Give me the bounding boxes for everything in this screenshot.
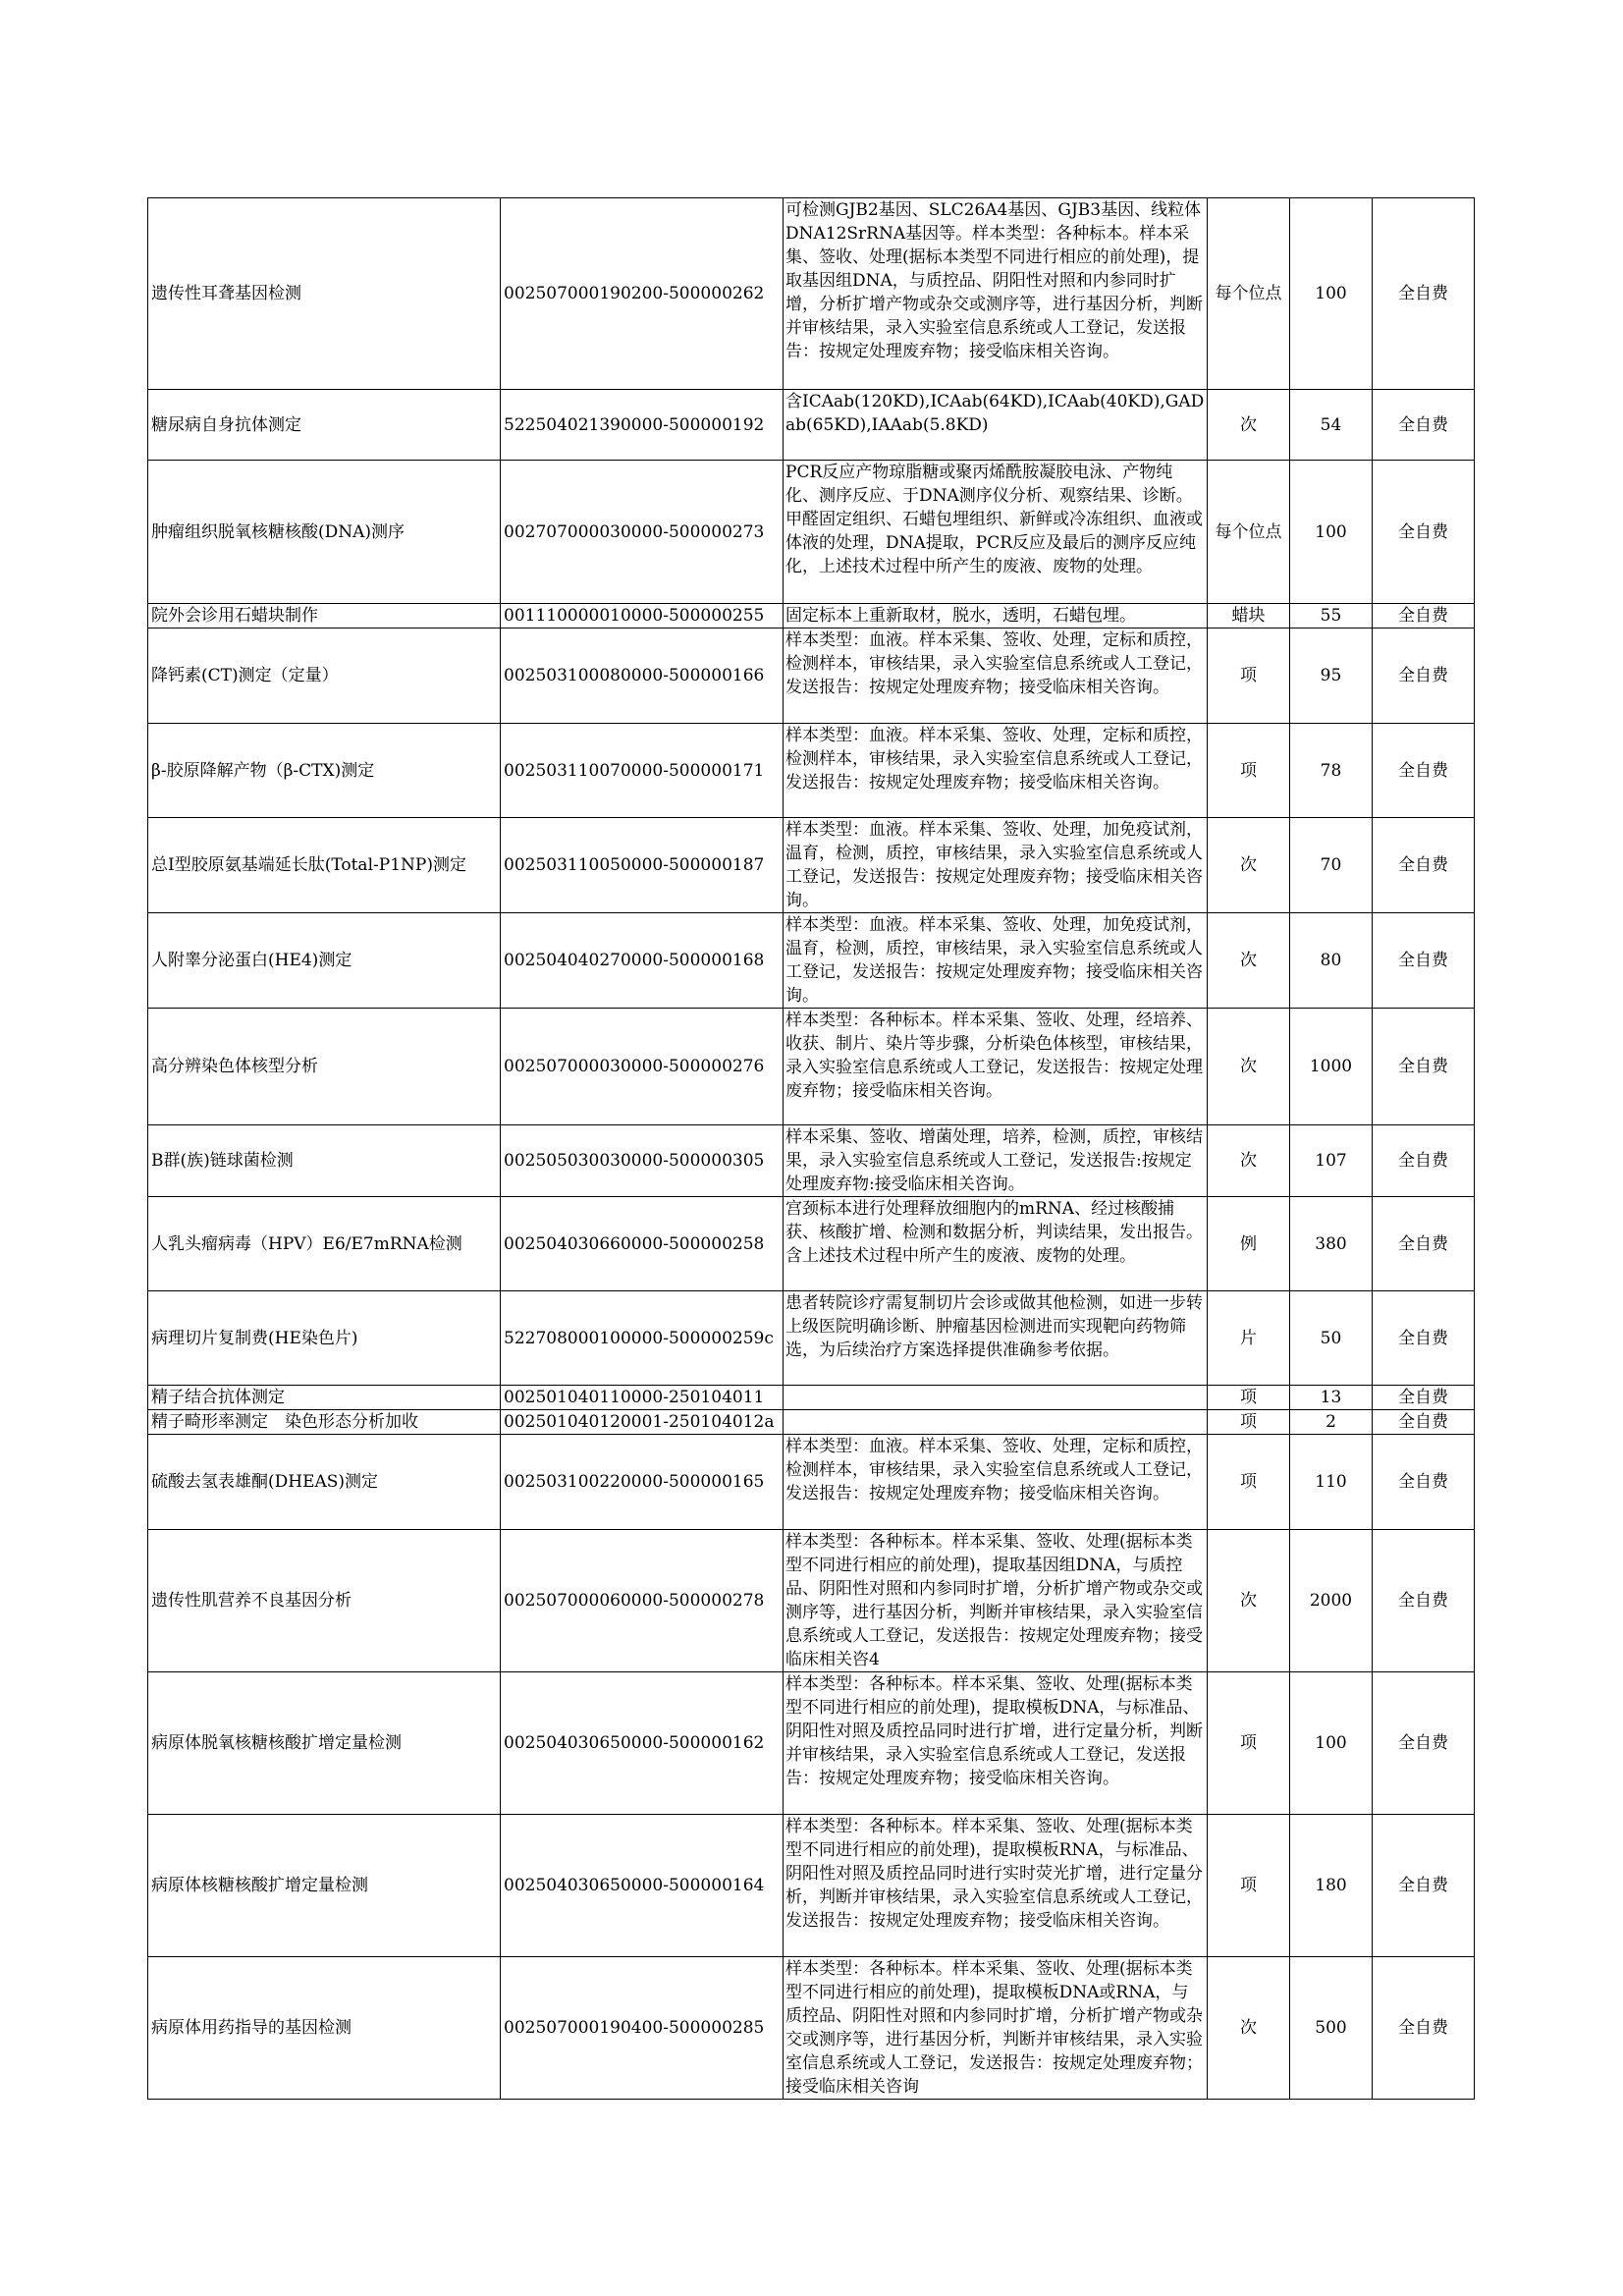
item-code: 002503110050000-500000187 [501, 818, 784, 913]
item-name: 高分辨染色体核型分析 [148, 1009, 501, 1125]
item-category: 全自费 [1373, 1125, 1475, 1197]
item-price: 500 [1290, 1957, 1373, 2100]
item-unit: 项 [1208, 1386, 1290, 1410]
table-row [148, 461, 1475, 604]
table-row [148, 1009, 1475, 1125]
table-row [148, 198, 1475, 390]
item-price: 110 [1290, 1435, 1373, 1530]
item-price: 380 [1290, 1197, 1373, 1291]
item-name: β-胶原降解产物（β-CTX)测定 [148, 724, 501, 818]
item-price: 95 [1290, 629, 1373, 724]
item-name: 人附睾分泌蛋白(HE4)测定 [148, 913, 501, 1009]
table-row [148, 1957, 1475, 2100]
item-price: 100 [1290, 198, 1373, 390]
item-code: 002707000030000-500000273 [501, 461, 784, 604]
item-category: 全自费 [1373, 1435, 1475, 1530]
item-category: 全自费 [1373, 1386, 1475, 1410]
table-row [148, 818, 1475, 913]
item-code: 001110000010000-500000255 [501, 604, 784, 629]
item-description: 样本采集、签收、增菌处理，培养，检测，质控，审核结果，录入实验室信息系统或人工登记，发送报告:按规定处理废弃物:接受临床相关咨询。 [784, 1125, 1208, 1197]
fee-table [147, 197, 1475, 2100]
item-unit: 次 [1208, 913, 1290, 1009]
item-name: 遗传性肌营养不良基因分析 [148, 1530, 501, 1672]
table-row [148, 1410, 1475, 1435]
item-name: 病原体用药指导的基因检测 [148, 1957, 501, 2100]
item-description: 样本类型：血液。样本采集、签收、处理，定标和质控，检测样本，审核结果，录入实验室信息系统或人工登记，发送报告：按规定处理废弃物；接受临床相关咨询。 [784, 629, 1208, 724]
item-description: 样本类型：血液。样本采集、签收、处理，加免疫试剂，温育，检测，质控，审核结果，录入实验室信息系统或人工登记，发送报告：按规定处理废弃物；接受临床相关咨询。 [784, 818, 1208, 913]
item-category: 全自费 [1373, 390, 1475, 461]
item-unit: 项 [1208, 1410, 1290, 1435]
table-row [148, 1197, 1475, 1291]
item-category: 全自费 [1373, 1009, 1475, 1125]
item-category: 全自费 [1373, 604, 1475, 629]
item-category: 全自费 [1373, 1815, 1475, 1957]
item-description: 可检测GJB2基因、SLC26A4基因、GJB3基因、线粒体DNA12SrRNA基因等。样本类型：各种标本。样本采集、签收、处理(据标本类型不同进行相应的前处理)，提取基因组DNA，与质控品、阴阳性对照和内参同时扩增，分析扩增产物或杂交或测序等，进行基因分析，判断并审核结果，录入实验室信息系统或人工登记，发送报告：按规定处理废弃物；接受临床相关咨询。 [784, 198, 1208, 390]
item-name: 肿瘤组织脱氧核糖核酸(DNA)测序 [148, 461, 501, 604]
item-category: 全自费 [1373, 1410, 1475, 1435]
item-code: 522504021390000-500000192 [501, 390, 784, 461]
table-row [148, 1815, 1475, 1957]
item-code: 002505030030000-500000305 [501, 1125, 784, 1197]
item-description: 样本类型：血液。样本采集、签收、处理，加免疫试剂，温育，检测，质控，审核结果，录入实验室信息系统或人工登记，发送报告：按规定处理废弃物；接受临床相关咨询。 [784, 913, 1208, 1009]
item-description: 含ICAab(120KD),ICAab(64KD),ICAab(40KD),GADab(65KD),IAAab(5.8KD) [784, 390, 1208, 461]
item-description [784, 1410, 1208, 1435]
item-price: 13 [1290, 1386, 1373, 1410]
item-unit: 次 [1208, 818, 1290, 913]
item-name: 精子结合抗体测定 [148, 1386, 501, 1410]
item-name: 精子畸形率测定 染色形态分析加收 [148, 1410, 501, 1435]
item-price: 70 [1290, 818, 1373, 913]
item-price: 78 [1290, 724, 1373, 818]
item-description: 样本类型：各种标本。样本采集、签收、处理(据标本类型不同进行相应的前处理)，提取基因组DNA，与质控品、阴阳性对照和内参同时扩增，分析扩增产物或杂交或测序等，进行基因分析，判断并审核结果，录入实验室信息系统或人工登记，发送报告：按规定处理废弃物；接受临床相关咨4 [784, 1530, 1208, 1672]
item-description: 样本类型：各种标本。样本采集、签收、处理(据标本类型不同进行相应的前处理)，提取模板RNA，与标准品、阴阳性对照及质控品同时进行实时荧光扩增，进行定量分析，判断并审核结果，录入实验室信息系统或人工登记，发送报告：按规定处理废弃物；接受临床相关咨询。 [784, 1815, 1208, 1957]
item-name: 降钙素(CT)测定（定量） [148, 629, 501, 724]
item-price: 100 [1290, 1672, 1373, 1815]
item-unit: 项 [1208, 1815, 1290, 1957]
item-description: 样本类型：各种标本。样本采集、签收、处理，经培养、收获、制片、染片等步骤，分析染色体核型，审核结果，录入实验室信息系统或人工登记，发送报告：按规定处理废弃物；接受临床相关咨询。 [784, 1009, 1208, 1125]
item-code: 002504030660000-500000258 [501, 1197, 784, 1291]
table-row [148, 913, 1475, 1009]
item-name: 糖尿病自身抗体测定 [148, 390, 501, 461]
item-description: 样本类型：各种标本。样本采集、签收、处理(据标本类型不同进行相应的前处理)，提取模板DNA或RNA，与质控品、阴阳性对照和内参同时扩增，分析扩增产物或杂交或测序等，进行基因分析，判断并审核结果，录入实验室信息系统或人工登记，发送报告：按规定处理废弃物；接受临床相关咨询 [784, 1957, 1208, 2100]
table-row [148, 1125, 1475, 1197]
item-code: 002507000190200-500000262 [501, 198, 784, 390]
item-code: 002504030650000-500000164 [501, 1815, 784, 1957]
item-name: B群(族)链球菌检测 [148, 1125, 501, 1197]
item-name: 病理切片复制费(HE染色片) [148, 1291, 501, 1386]
item-description: 固定标本上重新取材，脱水，透明，石蜡包埋。 [784, 604, 1208, 629]
table-row [148, 390, 1475, 461]
item-code: 002507000060000-500000278 [501, 1530, 784, 1672]
item-unit: 每个位点 [1208, 461, 1290, 604]
item-price: 100 [1290, 461, 1373, 604]
item-category: 全自费 [1373, 629, 1475, 724]
table-row [148, 629, 1475, 724]
table-row [148, 1386, 1475, 1410]
item-price: 180 [1290, 1815, 1373, 1957]
table-row [148, 1672, 1475, 1815]
item-code: 002504030650000-500000162 [501, 1672, 784, 1815]
item-category: 全自费 [1373, 1530, 1475, 1672]
item-code: 002507000030000-500000276 [501, 1009, 784, 1125]
table-row [148, 1435, 1475, 1530]
item-unit: 例 [1208, 1197, 1290, 1291]
item-unit: 次 [1208, 1957, 1290, 2100]
item-code: 002503110070000-500000171 [501, 724, 784, 818]
item-description: 宫颈标本进行处理释放细胞内的mRNA、经过核酸捕获、核酸扩增、检测和数据分析，判读结果，发出报告。含上述技术过程中所产生的废液、废物的处理。 [784, 1197, 1208, 1291]
item-category: 全自费 [1373, 1291, 1475, 1386]
item-code: 002503100080000-500000166 [501, 629, 784, 724]
item-unit: 每个位点 [1208, 198, 1290, 390]
item-category: 全自费 [1373, 198, 1475, 390]
item-unit: 项 [1208, 629, 1290, 724]
item-category: 全自费 [1373, 461, 1475, 604]
item-description: 样本类型：血液。样本采集、签收、处理，定标和质控，检测样本，审核结果，录入实验室信息系统或人工登记，发送报告：按规定处理废弃物；接受临床相关咨询。 [784, 1435, 1208, 1530]
item-price: 2000 [1290, 1530, 1373, 1672]
item-category: 全自费 [1373, 1672, 1475, 1815]
item-unit: 次 [1208, 1125, 1290, 1197]
item-category: 全自费 [1373, 818, 1475, 913]
item-code: 002501040110000-250104011 [501, 1386, 784, 1410]
item-description: 样本类型：各种标本。样本采集、签收、处理(据标本类型不同进行相应的前处理)，提取模板DNA，与标准品、阴阳性对照及质控品同时进行扩增，进行定量分析，判断并审核结果，录入实验室信息系统或人工登记，发送报告：按规定处理废弃物；接受临床相关咨询。 [784, 1672, 1208, 1815]
item-code: 002501040120001-250104012a [501, 1410, 784, 1435]
item-description: 样本类型：血液。样本采集、签收、处理，定标和质控，检测样本，审核结果，录入实验室信息系统或人工登记，发送报告：按规定处理废弃物；接受临床相关咨询。 [784, 724, 1208, 818]
table-row [148, 1530, 1475, 1672]
table-row [148, 1291, 1475, 1386]
item-price: 54 [1290, 390, 1373, 461]
item-description: 患者转院诊疗需复制切片会诊或做其他检测，如进一步转上级医院明确诊断、肿瘤基因检测进而实现靶向药物筛选，为后续治疗方案选择提供准确参考依据。 [784, 1291, 1208, 1386]
item-price: 50 [1290, 1291, 1373, 1386]
item-unit: 蜡块 [1208, 604, 1290, 629]
item-name: 总Ⅰ型胶原氨基端延长肽(Total-P1NP)测定 [148, 818, 501, 913]
item-category: 全自费 [1373, 1197, 1475, 1291]
item-unit: 项 [1208, 1672, 1290, 1815]
item-unit: 次 [1208, 390, 1290, 461]
item-price: 80 [1290, 913, 1373, 1009]
item-category: 全自费 [1373, 1957, 1475, 2100]
item-name: 硫酸去氢表雄酮(DHEAS)测定 [148, 1435, 501, 1530]
item-unit: 项 [1208, 1435, 1290, 1530]
table-row [148, 724, 1475, 818]
item-description: PCR反应产物琼脂糖或聚丙烯酰胺凝胶电泳、产物纯化、测序反应、于DNA测序仪分析、观察结果、诊断。甲醛固定组织、石蜡包埋组织、新鲜或冷冻组织、血液或体液的处理，DNA提取，PCR反应及最后的测序反应纯化，上述技术过程中所产生的废液、废物的处理。 [784, 461, 1208, 604]
item-name: 病原体脱氧核糖核酸扩增定量检测 [148, 1672, 501, 1815]
item-price: 1000 [1290, 1009, 1373, 1125]
item-name: 人乳头瘤病毒（HPV）E6/E7mRNA检测 [148, 1197, 501, 1291]
item-price: 2 [1290, 1410, 1373, 1435]
item-code: 002507000190400-500000285 [501, 1957, 784, 2100]
item-description [784, 1386, 1208, 1410]
item-price: 55 [1290, 604, 1373, 629]
item-unit: 片 [1208, 1291, 1290, 1386]
item-name: 病原体核糖核酸扩增定量检测 [148, 1815, 501, 1957]
fee-table-body [148, 198, 1475, 2100]
item-code: 522708000100000-500000259c [501, 1291, 784, 1386]
item-price: 107 [1290, 1125, 1373, 1197]
item-name: 遗传性耳聋基因检测 [148, 198, 501, 390]
item-code: 002503100220000-500000165 [501, 1435, 784, 1530]
table-row [148, 604, 1475, 629]
item-unit: 次 [1208, 1009, 1290, 1125]
item-unit: 次 [1208, 1530, 1290, 1672]
item-unit: 项 [1208, 724, 1290, 818]
item-category: 全自费 [1373, 913, 1475, 1009]
item-category: 全自费 [1373, 724, 1475, 818]
item-code: 002504040270000-500000168 [501, 913, 784, 1009]
item-name: 院外会诊用石蜡块制作 [148, 604, 501, 629]
